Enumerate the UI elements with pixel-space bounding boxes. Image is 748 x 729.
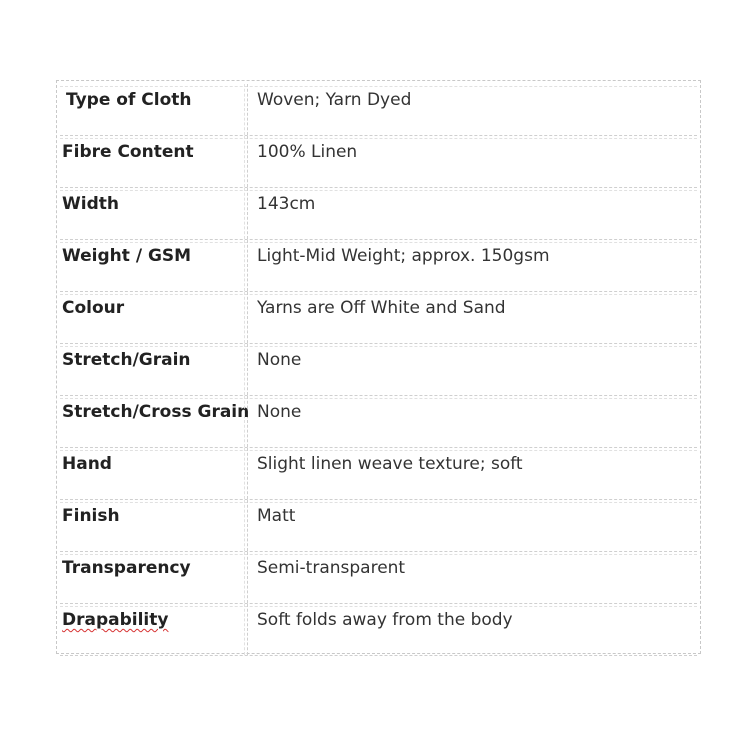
- table-row: [60, 396, 697, 448]
- table-row: [60, 188, 697, 240]
- row-value: Yarns are Off White and Sand: [257, 298, 506, 318]
- row-label: Transparency: [60, 552, 248, 603]
- row-value: None: [257, 350, 302, 370]
- table-row: [60, 84, 697, 136]
- row-value: None: [257, 402, 302, 422]
- table-row: [60, 292, 697, 344]
- row-label: Colour: [60, 292, 248, 343]
- row-label: Width: [60, 188, 248, 239]
- row-value: 100% Linen: [257, 142, 358, 162]
- row-value: Light-Mid Weight; approx. 150gsm: [257, 246, 550, 266]
- row-value: Matt: [257, 506, 296, 526]
- fabric-spec-table: [56, 80, 701, 654]
- row-value: Semi-transparent: [257, 558, 406, 578]
- row-label: Stretch/Cross Grain: [60, 396, 248, 447]
- table-row: [60, 604, 697, 656]
- table-row: [60, 240, 697, 292]
- table-row: [60, 448, 697, 500]
- row-label: Type of Cloth: [60, 84, 248, 135]
- table-row: [60, 500, 697, 552]
- row-label: Finish: [60, 500, 248, 551]
- row-value: Soft folds away from the body: [257, 610, 513, 630]
- row-label: Weight / GSM: [60, 240, 248, 291]
- row-label: [60, 604, 248, 655]
- row-value: 143cm: [257, 194, 316, 214]
- spellcheck-underlined-label[interactable]: Drapability: [62, 610, 169, 630]
- row-label: Fibre Content: [60, 136, 248, 187]
- row-label: Stretch/Grain: [60, 344, 248, 395]
- row-label: Hand: [60, 448, 248, 499]
- table-row: [60, 552, 697, 604]
- table-row: [60, 344, 697, 396]
- row-value: Woven; Yarn Dyed: [257, 90, 412, 110]
- row-value: Slight linen weave texture; soft: [257, 454, 523, 474]
- table-row: [60, 136, 697, 188]
